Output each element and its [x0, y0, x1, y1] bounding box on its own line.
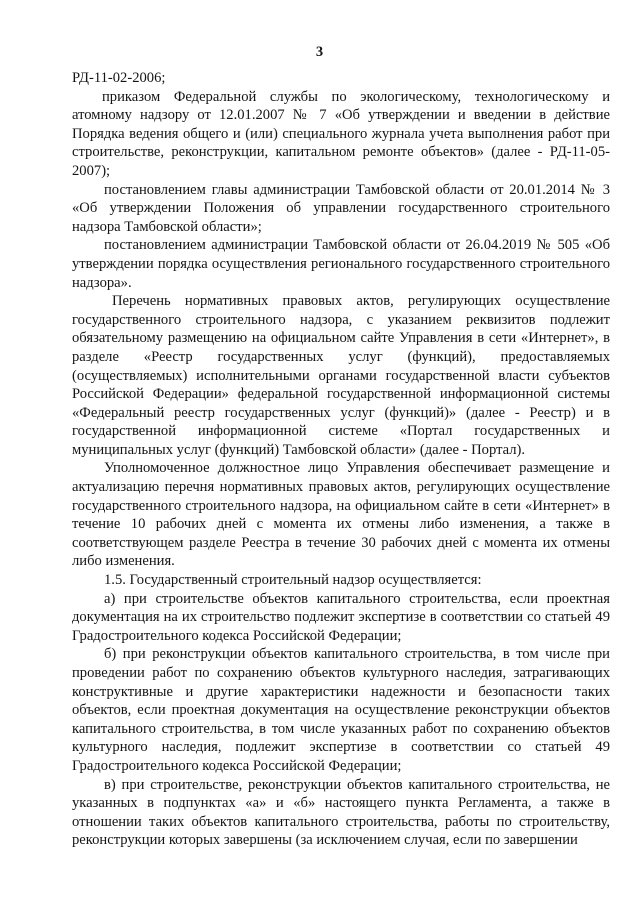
- paragraph-resolution-administration: постановлением администрации Тамбовской области от 26.04.2019 № 505 «Об утверждении порядка осуществления регионального государственного строительного надзора».: [72, 237, 610, 291]
- paragraph-order-rostekhnadzor: приказом Федеральной службы по экологическому, технологическому и атомному надзору от 12.01.2007 № 7 «Об утверждении и введении в действие Порядка ведения общего и (или) специального журнала учета выполнения работ при строительстве, реконструкции, капитальном ремонте объектов» (далее - РД-11-05-2007);: [72, 88, 610, 179]
- paragraph-section-1-5: 1.5. Государственный строительный надзор осуществляется:: [104, 572, 482, 589]
- page-number: 3: [315, 44, 324, 60]
- paragraph-authorized-official: Уполномоченное должностное лицо Управления обеспечивает размещение и актуализацию перечня нормативных правовых актов, регулирующих осуществление государственного строительного надзора, на официальном сайте в сети «Интернет» в течение 10 рабочих дней с момента их отмены либо изменения, а также в соответствующем разделе Реестра в течение 30 рабочих дней с момента их отмены либо изменения.: [72, 460, 610, 570]
- paragraph-rd-11-02: РД-11-02-2006;: [72, 70, 166, 86]
- document-body: [72, 69, 610, 850]
- paragraph-item-b: б) при реконструкции объектов капитального строительства, в том числе при проведении работ по сохранению объектов культурного наследия, затрагивающих конструктивные и другие характеристики надежности и безопасности таких объектов, если проектная документация на осуществление реконструкции объектов капитального строительства, в том числе указанных работ по сохранению объектов культурного наследия, подлежит экспертизе в соответствии со статьей 49 Градостроительного кодекса Российской Федерации;: [72, 646, 610, 774]
- paragraph-item-v: в) при строительстве, реконструкции объектов капитального строительства, не указанных в подпунктах «а» и «б» настоящего пункта Регламента, а также в отношении таких объектов капитального строительства, работы по строительству, реконструкции которых завершены (за исключением случая, если по завершении: [72, 776, 610, 849]
- paragraph-resolution-head: постановлением главы администрации Тамбовской области от 20.01.2014 № 3 «Об утверждении Положения об управлении государственного строительного надзора Тамбовской области»;: [72, 181, 610, 235]
- paragraph-list-of-acts: Перечень нормативных правовых актов, регулирующих осуществление государственного строительного надзора, с указанием реквизитов подлежит обязательному размещению на официальном сайте Управления в сети «Интернет», в разделе «Реестр государственных услуг (функций), предоставляемых (осуществляемых) исполнительными органами государственной власти субъектов Российской Федерации» федеральной государственной информационной системы «Федеральный реестр государственных услуг (функций)» (далее - Реестр) и в государственной информационной системе «Портал государственных и муниципальных услуг (функций) Тамбовской области» (далее - Портал).: [72, 293, 610, 458]
- paragraph-item-a: а) при строительстве объектов капитального строительства, если проектная документация на их строительство подлежит экспертизе в соответствии со статьей 49 Градостроительного кодекса Российской Федерации;: [72, 590, 610, 644]
